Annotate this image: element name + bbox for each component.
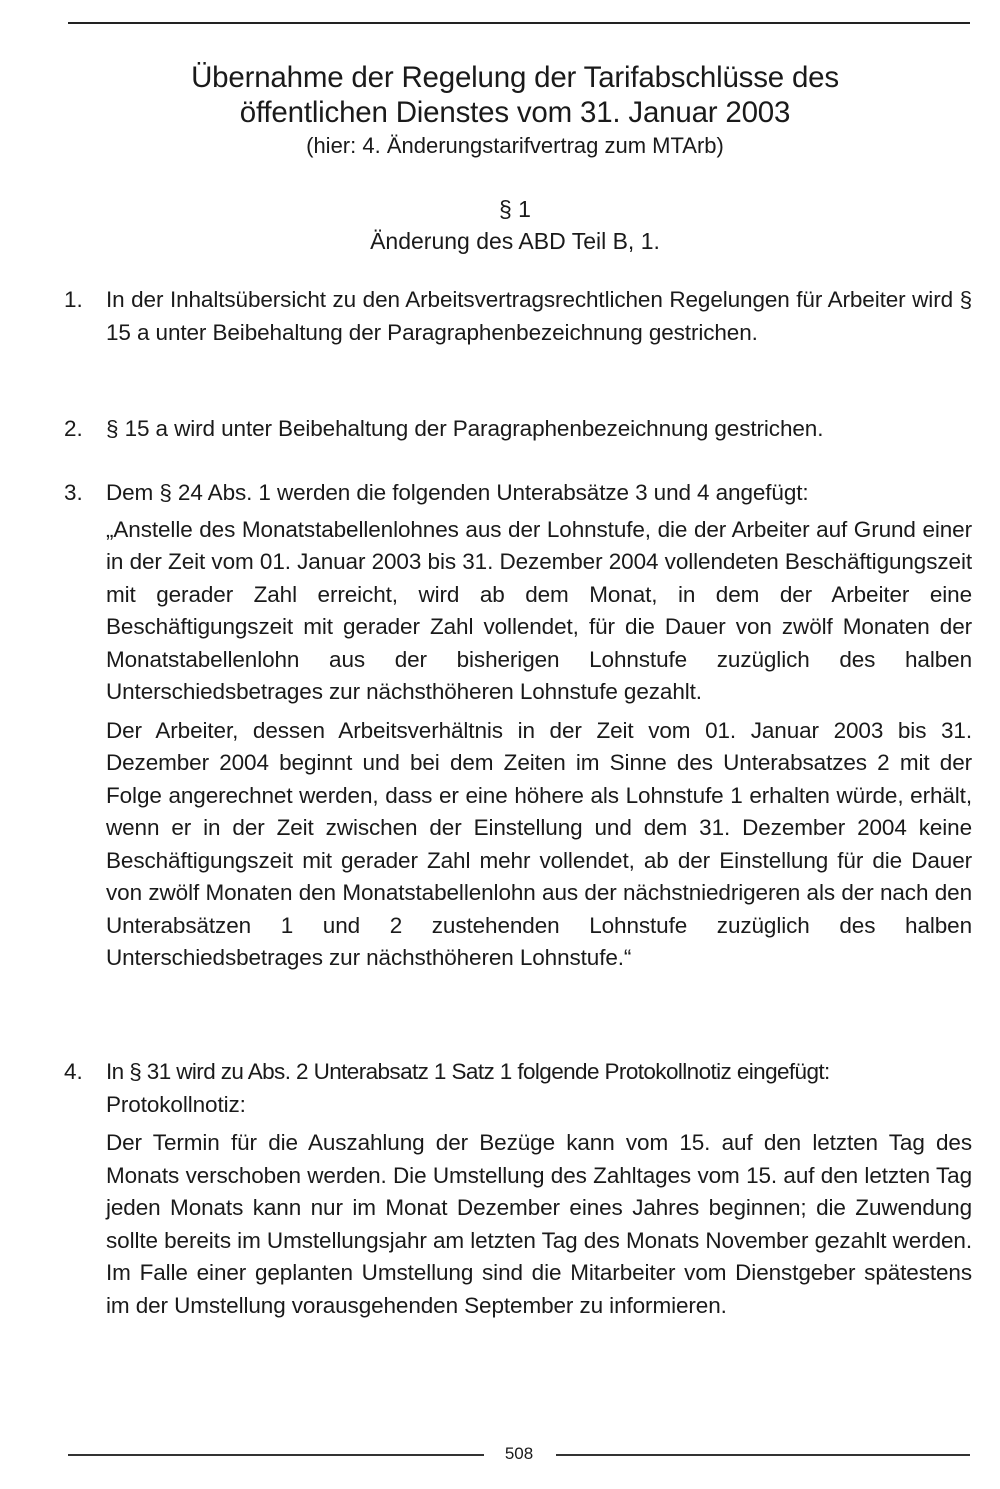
- list-item-4: [64, 1056, 974, 1322]
- item-number: 3.: [64, 480, 83, 505]
- protocol-note-text: Der Termin für die Auszahlung der Bezüge kann vom 15. auf den letzten Tag des Monats verschoben werden. Die Umstellung des Zahltages vom 15. auf den letzten Tag jeden Monats kann nur im Monat Dezember eines Jahres beginnen; die Zuwendung sollte bereits im Umstellungsjahr am letzten Tag des Monats November gezahlt werden. Im Falle einer geplanten Umstellung sind die Mitarbeiter vom Dienstgeber spätestens im der Umstellung vorausgehenden September zu informieren.: [106, 1130, 972, 1318]
- section-number: § 1: [499, 196, 531, 222]
- list-item-3: [64, 477, 974, 975]
- title-line-2: öffentlichen Dienstes vom 31. Januar 2003: [239, 96, 791, 129]
- item-paragraph: § 15 a wird unter Beibehaltung der Paragraphenbezeichnung gestrichen.: [106, 416, 824, 441]
- page-number: 508: [504, 1444, 534, 1463]
- document-title: [60, 60, 970, 162]
- title-line-1: Übernahme der Regelung der Tarifabschlüsse des: [191, 61, 839, 94]
- item-number: 2.: [64, 416, 83, 441]
- list-item-1: [64, 284, 974, 349]
- top-rule: [68, 22, 970, 24]
- item-paragraph: In der Inhaltsübersicht zu den Arbeitsvertragsrechtlichen Regelungen für Arbeiter wird § 15 a unter Beibehaltung der Paragraphenbezeichnung gestrichen.: [106, 287, 972, 345]
- footer-rule-right: [556, 1454, 970, 1456]
- protocol-note-label: Protokollnotiz:: [106, 1091, 246, 1117]
- title-subtitle: (hier: 4. Änderungstarifvertrag zum MTArb): [306, 133, 724, 158]
- item-number: 4.: [64, 1059, 83, 1084]
- item-quote-paragraph-1: „Anstelle des Monatstabellenlohnes aus der Lohnstufe, die der Arbeiter auf Grund einer in der Zeit vom 01. Januar 2003 bis 31. Dezember 2004 vollendeten Beschäftigungszeit mit gerader Zahl erreicht, wird ab dem Monat, in dem der Arbeiter eine Beschäftigungszeit mit gerader Zahl vollendet, für die Dauer von zwölf Monaten der Monatstabellenlohn aus der bisherigen Lohnstufe zuzüglich des halben Unterschiedsbetrages zur nächsthöheren Lohnstufe gezahlt.: [106, 516, 972, 704]
- item-intro: In § 31 wird zu Abs. 2 Unterabsatz 1 Satz 1 folgende Protokollnotiz eingefügt:: [106, 1059, 830, 1084]
- item-intro: Dem § 24 Abs. 1 werden die folgenden Unterabsätze 3 und 4 angefügt:: [106, 480, 809, 505]
- item-number: 1.: [64, 287, 83, 312]
- footer-rule-left: [68, 1454, 484, 1456]
- list-item-2: [64, 413, 974, 446]
- page-footer: [68, 1440, 970, 1470]
- section-header: [60, 193, 970, 257]
- section-heading: Änderung des ABD Teil B, 1.: [370, 228, 660, 254]
- item-quote-paragraph-2: Der Arbeiter, dessen Arbeitsverhältnis in der Zeit vom 01. Januar 2003 bis 31. Dezember 2004 beginnt und bei dem Zeiten im Sinne des Unterabsatzes 2 mit der Folge angerechnet werden, dass er eine höhere als Lohnstufe 1 erhalten würde, erhält, wenn er in der Zeit zwischen der Einstellung und dem 31. Dezember 2004 keine Beschäftigungszeit mit gerader Zahl mehr vollendet, ab der Einstellung für die Dauer von zwölf Monaten den Monatstabellenlohn aus der nächstniedrigeren als der nach den Unterabsätzen 1 und 2 zustehenden Lohnstufe zuzüglich des halben Unterschiedsbetrages zur nächsthöheren Lohnstufe.“: [106, 717, 972, 970]
